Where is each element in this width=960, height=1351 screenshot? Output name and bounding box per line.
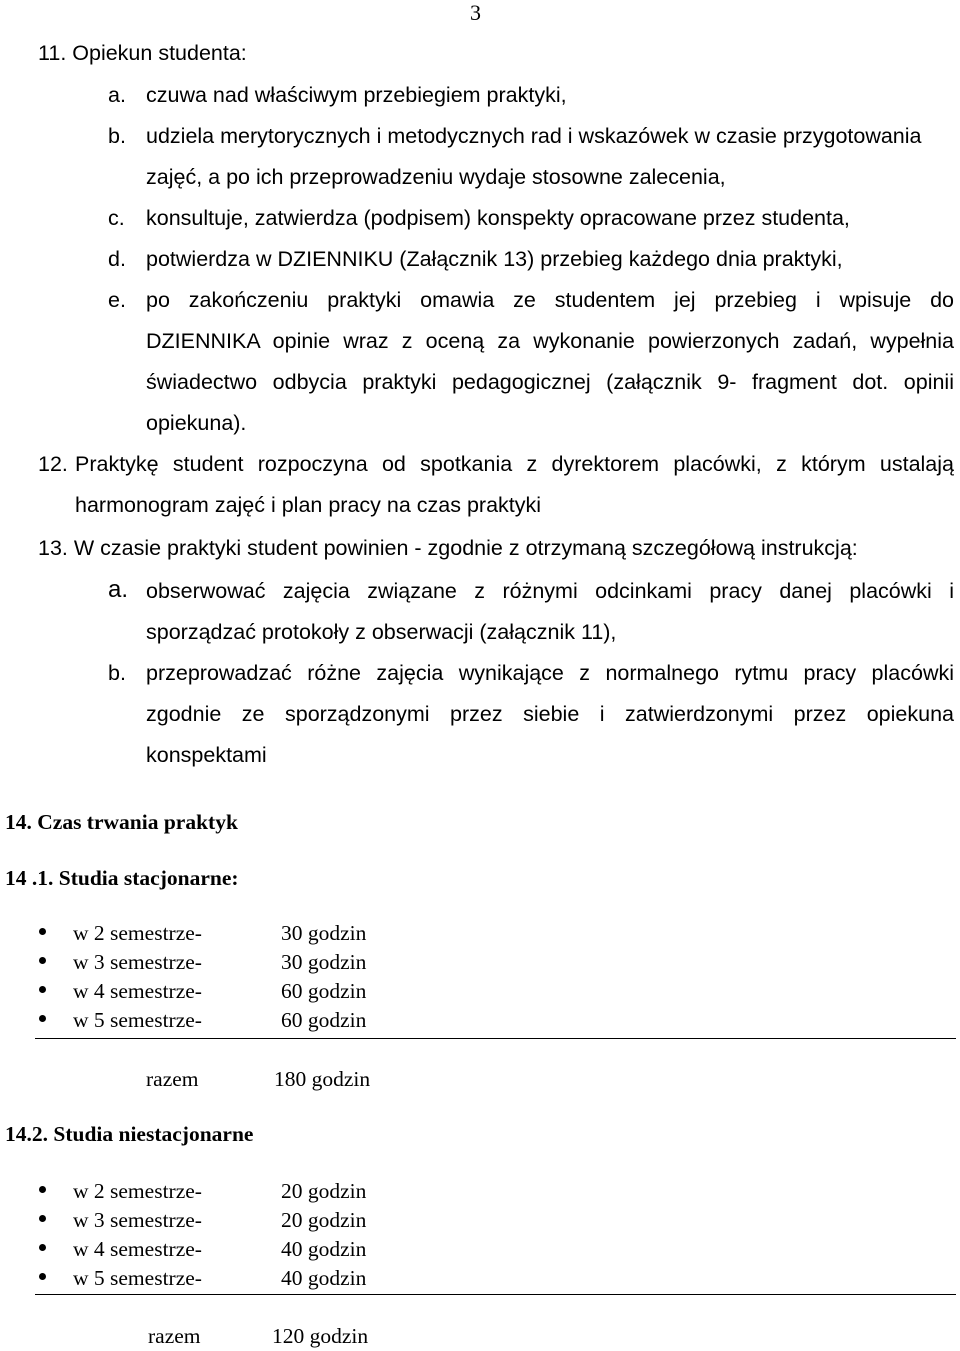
s14-1-row-2-semester: w 3 semestrze- [73, 950, 202, 974]
section-12-text-2: harmonogram zajęć i plan pracy na czas praktyki [75, 493, 542, 517]
s11-item-d-label: d. [108, 247, 126, 271]
s13-item-a-label: a. [108, 576, 129, 603]
section-14-1-title: 14 .1. Studia stacjonarne: [5, 866, 239, 890]
s13-item-b-text-2: zgodnie ze sporządzonymi przez siebie i zatwierdzonymi przez opiekuna [146, 702, 954, 726]
section-12-number: 12. [38, 452, 68, 476]
bullet-icon [39, 1186, 46, 1193]
s11-item-a-label: a. [108, 83, 126, 107]
page-number: 3 [470, 0, 481, 25]
s14-2-row-2-hours: 20 godzin [281, 1208, 367, 1232]
s14-2-row-4-hours: 40 godzin [281, 1266, 367, 1290]
bullet-icon [39, 957, 46, 964]
s11-item-e-label: e. [108, 288, 126, 312]
section-14-2-title: 14.2. Studia niestacjonarne [5, 1122, 254, 1146]
s14-1-row-1-hours: 30 godzin [281, 921, 367, 945]
section-12-text-1: Praktykę student rozpoczyna od spotkania z dyrektorem placówki, z którym ustalają [75, 452, 954, 476]
sum-divider [35, 1038, 956, 1039]
s14-2-total-hours: 120 godzin [272, 1324, 369, 1348]
s14-2-row-1-semester: w 2 semestrze- [73, 1179, 202, 1203]
bullet-icon [39, 986, 46, 993]
s13-item-b-label: b. [108, 661, 126, 685]
s11-item-d-text: potwierdza w DZIENNIKU (Załącznik 13) przebieg każdego dnia praktyki, [146, 247, 843, 271]
s14-2-row-2-semester: w 3 semestrze- [73, 1208, 202, 1232]
s14-1-total-label: razem [146, 1067, 199, 1091]
s14-1-row-3-hours: 60 godzin [281, 979, 367, 1003]
s13-item-b-text-1: przeprowadzać różne zajęcia wynikające z normalnego rytmu pracy placówki [146, 661, 954, 685]
s11-item-c-text: konsultuje, zatwierdza (podpisem) konspekty opracowane przez studenta, [146, 206, 850, 230]
s14-2-row-4-semester: w 5 semestrze- [73, 1266, 202, 1290]
bullet-icon [39, 1273, 46, 1280]
bullet-icon [39, 1215, 46, 1222]
s11-item-e-text-2: DZIENNIKA opinie wraz z oceną za wykonanie powierzonych zadań, wypełnia [146, 329, 954, 353]
bullet-icon [39, 928, 46, 935]
s13-item-a-text-1: obserwować zajęcia związane z różnymi odcinkami pracy danej placówki i [146, 579, 954, 603]
s14-2-row-3-semester: w 4 semestrze- [73, 1237, 202, 1261]
s11-item-b-text-1: udziela merytorycznych i metodycznych rad i wskazówek w czasie przygotowania [146, 124, 922, 148]
s14-1-row-4-semester: w 5 semestrze- [73, 1008, 202, 1032]
s14-1-row-2-hours: 30 godzin [281, 950, 367, 974]
s14-1-row-3-semester: w 4 semestrze- [73, 979, 202, 1003]
s14-2-total-label: razem [148, 1324, 201, 1348]
s14-1-total-hours: 180 godzin [274, 1067, 371, 1091]
s11-item-e-text-3: świadectwo odbycia praktyki pedagogicznej (załącznik 9- fragment dot. opinii [146, 370, 954, 394]
s13-item-a-text-2: sporządzać protokoły z obserwacji (załącznik 11), [146, 620, 617, 644]
s14-2-row-3-hours: 40 godzin [281, 1237, 367, 1261]
bullet-icon [39, 1244, 46, 1251]
section-13-title: 13. W czasie praktyki student powinien - zgodnie z otrzymaną szczegółową instrukcją: [38, 536, 858, 560]
bullet-icon [39, 1015, 46, 1022]
s13-item-b-text-3: konspektami [146, 743, 267, 767]
s11-item-e-text-1: po zakończeniu praktyki omawia ze studentem jej przebieg i wpisuje do [146, 288, 954, 312]
sum-divider [35, 1294, 956, 1295]
s11-item-b-label: b. [108, 124, 126, 148]
section-11-title: 11. Opiekun studenta: [38, 41, 247, 65]
s14-1-row-1-semester: w 2 semestrze- [73, 921, 202, 945]
s11-item-c-label: c. [108, 206, 125, 230]
s11-item-a-text: czuwa nad właściwym przebiegiem praktyki, [146, 83, 567, 107]
s11-item-b-text-2: zajęć, a po ich przeprowadzeniu wydaje stosowne zalecenia, [146, 165, 726, 189]
section-14-title: 14. Czas trwania praktyk [5, 810, 238, 834]
s14-2-row-1-hours: 20 godzin [281, 1179, 367, 1203]
s11-item-e-text-4: opiekuna). [146, 411, 247, 435]
s14-1-row-4-hours: 60 godzin [281, 1008, 367, 1032]
